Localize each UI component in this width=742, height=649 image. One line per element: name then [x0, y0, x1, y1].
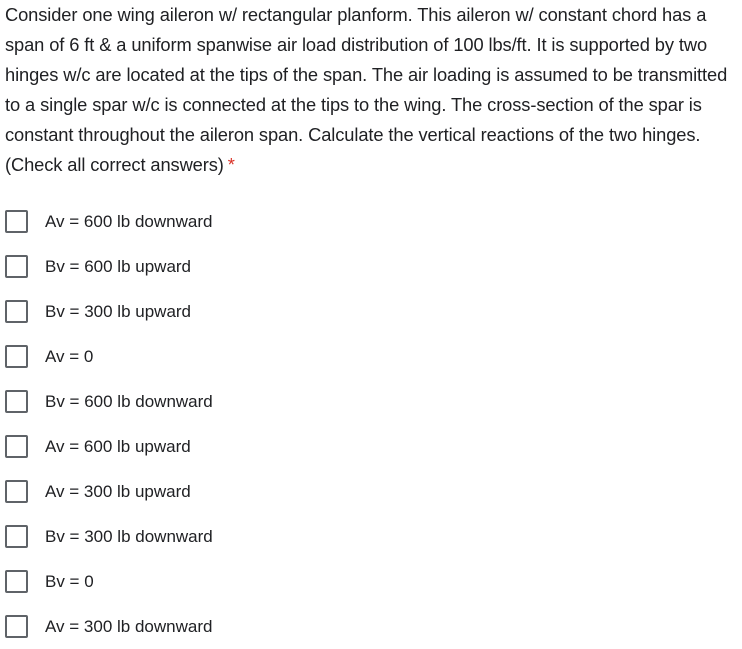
option-label: Bv = 600 lb downward — [45, 391, 213, 411]
question-body: Consider one wing aileron w/ rectangular planform. This aileron w/ constant chord has a span of 6 ft & a uniform spanwise air load distribution of 100 lbs/ft. It is supported by two hinges w/c are located at the tips of the span. The air loading is assumed to be transmitted to a single spar w/c is connected at the tips to the wing. The cross-section of the spar is constant throughout the aileron span. Calculate the vertical reactions of the two hinges. (Check all correct answers) — [5, 4, 728, 175]
checkbox[interactable] — [5, 480, 28, 503]
checkbox[interactable] — [5, 525, 28, 548]
option-label: Av = 300 lb upward — [45, 481, 191, 501]
option-label: Bv = 300 lb upward — [45, 301, 192, 321]
option-label: Bv = 600 lb upward — [45, 256, 192, 276]
option-bv-600-downward[interactable] — [5, 379, 405, 424]
option-bv-300-downward[interactable] — [5, 514, 405, 559]
option-label: Av = 600 lb downward — [45, 211, 213, 231]
checkbox[interactable] — [5, 435, 28, 458]
option-bv-0[interactable] — [5, 559, 405, 604]
option-label: Av = 300 lb downward — [45, 616, 213, 636]
checkbox[interactable] — [5, 615, 28, 638]
checkbox[interactable] — [5, 345, 28, 368]
option-av-600-upward[interactable] — [5, 424, 405, 469]
checkbox-options-list — [5, 199, 405, 649]
option-bv-600-upward[interactable] — [5, 244, 405, 289]
option-bv-300-upward[interactable] — [5, 289, 405, 334]
question-text — [5, 0, 740, 180]
checkbox[interactable] — [5, 390, 28, 413]
option-label: Bv = 300 lb downward — [45, 526, 213, 546]
option-label: Av = 0 — [45, 346, 94, 366]
required-asterisk: * — [227, 154, 235, 175]
checkbox[interactable] — [5, 300, 28, 323]
option-av-0[interactable] — [5, 334, 405, 379]
checkbox[interactable] — [5, 570, 28, 593]
checkbox[interactable] — [5, 210, 28, 233]
option-label: Bv = 0 — [45, 571, 94, 591]
option-label: Av = 600 lb upward — [45, 436, 191, 456]
option-av-600-downward[interactable] — [5, 199, 405, 244]
option-av-300-upward[interactable] — [5, 469, 405, 514]
checkbox[interactable] — [5, 255, 28, 278]
option-av-300-downward[interactable] — [5, 604, 405, 649]
